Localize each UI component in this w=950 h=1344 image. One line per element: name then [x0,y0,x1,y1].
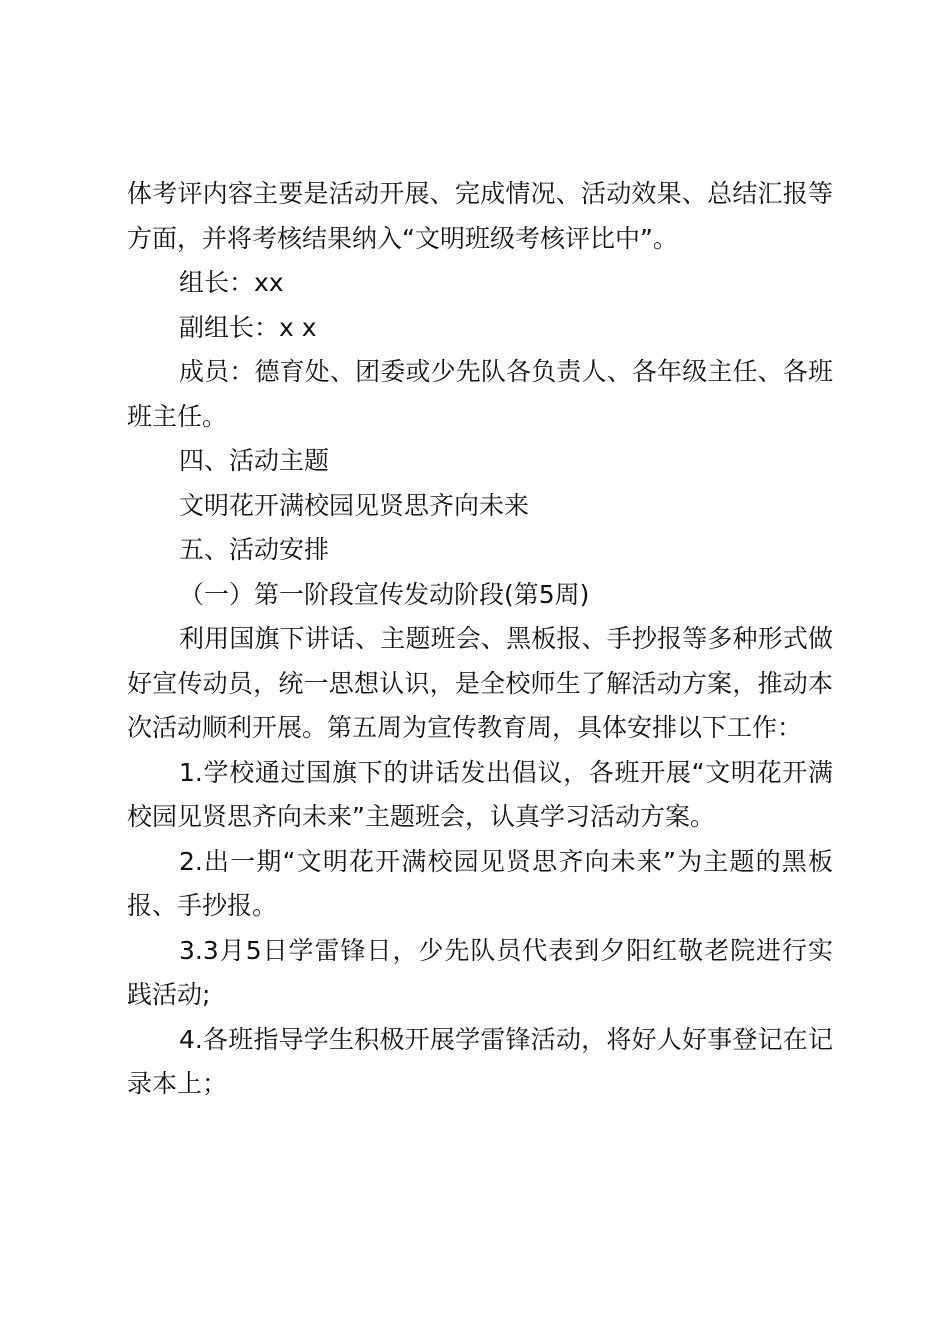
section-heading-theme: 四、活动主题 [179,446,330,475]
paragraph-theme: 文明花开满校园见贤思齐向未来 [179,490,530,520]
section-heading-arrangement: 五、活动安排 [179,535,330,564]
document-body [127,172,833,1107]
list-item-2: 2.出一期“文明花开满校园见贤思齐向未来”为主题的黑板报、手抄报。 [127,846,833,920]
list-item-4: 4.各班指导学生积极开展学雷锋活动，将好人好事登记在记录本上； [127,1024,833,1098]
paragraph-evaluation-content: 体考评内容主要是活动开展、完成情况、活动效果、总结汇报等方面，并将考核结果纳入“文明班级考核评比中”。 [127,179,833,253]
paragraph-stage-one-intro: 利用国旗下讲话、主题班会、黑板报、手抄报等多种形式做好宣传动员，统一思想认识，是全校师生了解活动方案，推动本次活动顺利开展。第五周为宣传教育周，具体安排以下工作： [127,624,833,742]
paragraph-deputy-leader: 副组长：x x [179,312,317,342]
subsection-heading-stage-one: （一）第一阶段宣传发动阶段(第5周) [179,579,590,609]
paragraph-group-leader: 组长：xx [179,268,284,297]
list-item-3: 3.3月5日学雷锋日，少先队员代表到夕阳红敬老院进行实践活动; [127,935,833,1009]
list-item-1: 1.学校通过国旗下的讲话发出倡议，各班开展“文明花开满校园见贤思齐向未来”主题班会，认真学习活动方案。 [127,757,833,831]
paragraph-members: 成员：德育处、团委或少先队各负责人、各年级主任、各班班主任。 [127,357,833,431]
